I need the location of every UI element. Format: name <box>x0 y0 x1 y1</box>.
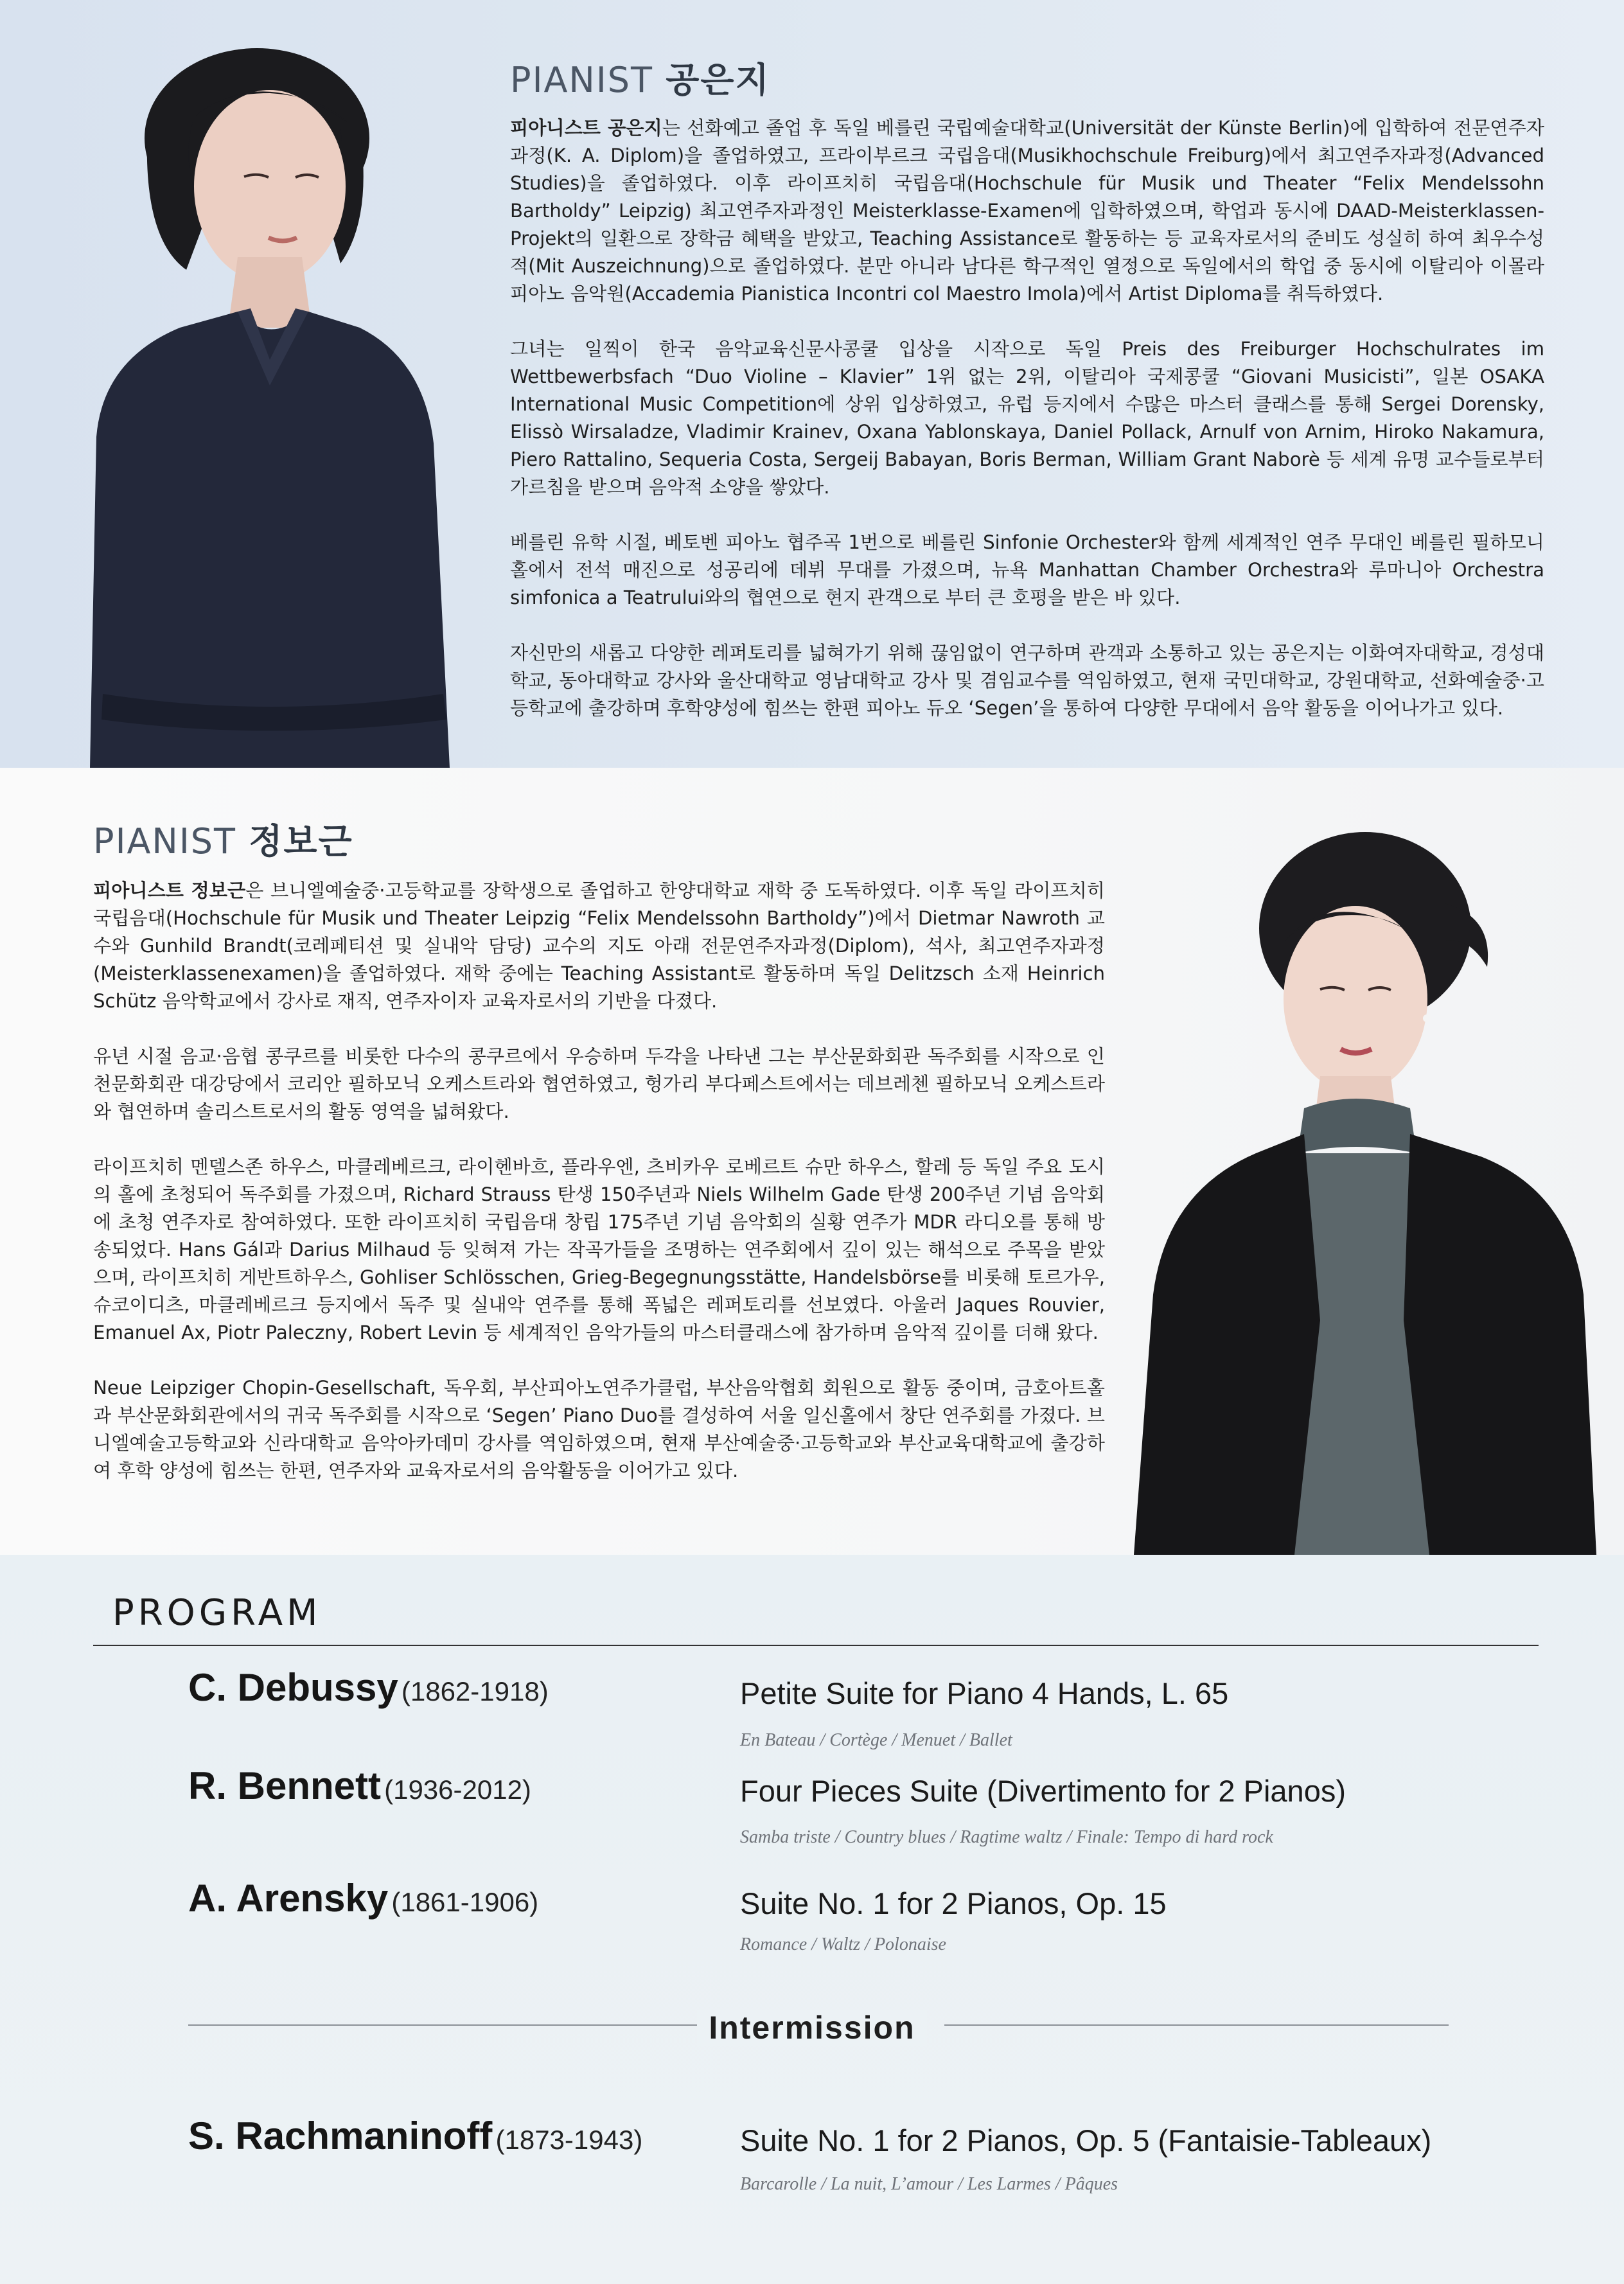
pianist2-bio <box>93 877 1105 1512</box>
composer-dates: (1873-1943) <box>495 2125 643 2155</box>
composer <box>188 1876 538 1920</box>
pianist1-section <box>0 0 1624 768</box>
bio-paragraph: 유년 시절 음교·음협 콩쿠르를 비롯한 다수의 콩쿠르에서 우승하며 두각을 나타낸 그는 부산문화회관 독주회를 시작으로 인천문화회관 대강당에서 코리안 필하모닉 오케스트라와 협연하였고, 헝가리 부다페스트에서는 데브레첸 필하모닉 오케스트라와 협연하며 솔리스트로서의 활동 영역을 넓혀왔다. <box>93 1045 1105 1122</box>
pianist2-photo <box>1108 806 1624 1555</box>
bio-paragraph <box>510 114 1544 308</box>
pianist1-photo <box>64 26 475 768</box>
bio-lead: 피아니스트 정보근 <box>93 880 246 901</box>
bio-lead: 피아니스트 공은지 <box>510 117 662 139</box>
pianist2-name: 정보근 <box>249 821 353 862</box>
pianist1-role: PIANIST <box>510 60 654 100</box>
bio-paragraph: Neue Leipziger Chopin-Gesellschaft, 독우회, 부산피아노연주가클럽, 부산음악협회 회원으로 활동 중이며, 금호아트홀과 부산문화회관에서의 귀국 독주회를 시작으로 ‘Segen’ Piano Duo를 결성하여 서울 일신홀에서 창단 연주회를 가졌다. 브니엘예술고등학교와 신라대학교 음악아카데미 강사를 역임하였으며, 현재 부산예술중·고등학교와 부산교육대학교에 출강하여 후학 양성에 힘쓰는 한편, 연주자와 교육자로서의 음악활동을 이어가고 있다. <box>93 1377 1105 1482</box>
composer-dates: (1861-1906) <box>391 1887 539 1917</box>
work-title: Four Pieces Suite (Divertimento for 2 Pianos) <box>740 1774 1346 1808</box>
bio-text: 은 브니엘예술중·고등학교를 장학생으로 졸업하고 한양대학교 재학 중 도독하였다. 이후 독일 라이프치히 국립음대(Hochschule für Musik und Theater Leipzig “Felix Mendelssohn Bartholdy”)에서 Dietmar Nawroth 교수와 Gunhild Brandt(코레페티션 및 실내악 담당) 교수의 지도 아래 전문연주자과정(Diplom), 석사, 최고연주자과정(Meisterklassenexamen)을 졸업하였다. 재학 중에는 Teaching Assistant로 활동하며 독일 Delitzsch 소재 Heinrich Schütz 음악학교에서 강사로 재직, 연주자이자 교육자로서의 기반을 다졌다. <box>93 880 1105 1012</box>
movements: Samba triste / Country blues / Ragtime waltz / Finale: Tempo di hard rock <box>740 1827 1273 1847</box>
composer <box>188 1665 549 1710</box>
bio-paragraph <box>93 877 1105 1015</box>
pianist2-role: PIANIST <box>93 821 237 862</box>
bio-text: 는 선화예고 졸업 후 독일 베를린 국립예술대학교(Universität der Künste Berlin)에 입학하여 전문연주자과정(K. A. Diplom)을 졸업하였고, 프라이부르크 국립음대(Musikhochschule Freiburg)에서 최고연주자과정(Advanced Studies)을 졸업하였다. 이후 라이프치히 국립음대(Hochschule für Musik und Theater “Felix Mendelssohn Bartholdy” Leipzig) 최고연주자과정인 Meisterklasse-Examen에 입학하였으며, 학업과 동시에 DAAD-Meisterklassen-Projekt의 일환으로 장학금 혜택을 받았고, Teaching Assistance로 활동하는 등 교육자로서의 준비도 성실히 하여 최우수성적(Mit Auszeichnung)으로 졸업하였다. 분만 아니라 남다른 학구적인 열정으로 독일에서의 학업 중 동시에 이탈리아 이몰라 피아노 음악원(Accademia Pianistica Incontri col Maestro Imola)에서 Artist Diploma를 취득하였다. <box>510 117 1544 305</box>
pianist2-section <box>0 768 1624 1555</box>
composer <box>188 2114 642 2158</box>
composer-name: A. Arensky <box>188 1877 389 1920</box>
pianist1-name: 공은지 <box>666 60 770 100</box>
pianist1-title <box>510 53 770 102</box>
pianist1-bio <box>510 114 1544 750</box>
composer-name: S. Rachmaninoff <box>188 2114 493 2157</box>
intermission-label <box>0 2009 1624 2046</box>
composer-dates: (1936-2012) <box>384 1775 531 1805</box>
intermission-text: Intermission <box>697 2010 926 2046</box>
work-title: Petite Suite for Piano 4 Hands, L. 65 <box>740 1676 1229 1710</box>
movements: Romance / Waltz / Polonaise <box>740 1934 946 1954</box>
pianist2-title <box>93 814 353 863</box>
work-title: Suite No. 1 for 2 Pianos, Op. 15 <box>740 1886 1167 1920</box>
movements: Barcarolle / La nuit, L’amour / Les Larmes / Pâques <box>740 2174 1118 2194</box>
bio-paragraph: 라이프치히 멘델스존 하우스, 마클레베르크, 라이헨바흐, 플라우엔, 츠비카우 로베르트 슈만 하우스, 할레 등 독일 주요 도시의 홀에 초청되어 독주회를 가졌으며, Richard Strauss 탄생 150주년과 Niels Wilhelm Gade 탄생 200주년 기념 음악회에 초청 연주자로 참여하였다. 또한 라이프치히 국립음대 창립 175주년 기념 음악회의 실황 연주가 MDR 라디오를 통해 방송되었다. Hans Gál과 Darius Milhaud 등 잊혀져 가는 작곡가들을 조명하는 연주회에서 깊이 있는 해석으로 주목을 받았으며, 라이프치히 게반트하우스, Gohliser Schlösschen, Grieg-Begegnungsstätte, Handelsbörse를 비롯해 토르가우, 슈코이디츠, 마클레베르크 등지에서 독주 및 실내악 연주를 통해 폭넓은 레퍼토리를 선보였다. 아울러 Jaques Rouvier, Emanuel Ax, Piotr Paleczny, Robert Levin 등 세계적인 음악가들의 마스터클래스에 참가하며 음악적 깊이를 더해 왔다. <box>93 1156 1105 1343</box>
bio-paragraph: 베를린 유학 시절, 베토벤 피아노 협주곡 1번으로 베를린 Sinfonie Orchester와 함께 세계적인 연주 무대인 베를린 필하모니홀에서 전석 매진으로 성공리에 데뷔 무대를 가졌으며, 뉴욕 Manhattan Chamber Orchestra와 루마니아 Orchestra simfonica a Teatrului와의 협연으로 현지 관객으로 부터 큰 호평을 받은 바 있다. <box>510 531 1544 608</box>
composer <box>188 1764 531 1808</box>
composer-dates: (1862-1918) <box>401 1676 549 1706</box>
work-title: Suite No. 1 for 2 Pianos, Op. 5 (Fantaisie-Tableaux) <box>740 2123 1432 2157</box>
program-divider <box>93 1645 1539 1646</box>
bio-paragraph: 자신만의 새롭고 다양한 레퍼토리를 넓혀가기 위해 끊임없이 연구하며 관객과 소통하고 있는 공은지는 이화여자대학교, 경성대학교, 동아대학교 강사와 울산대학교 영남대학교 강사 및 겸임교수를 역임하였고, 현재 국민대학교, 강원대학교, 선화예술중·고등학교에 출강하며 후학양성에 힘쓰는 한편 피아노 듀오 ‘Segen’을 통하여 다양한 무대에서 음악 활동을 이어나가고 있다. <box>510 642 1545 719</box>
bio-paragraph: 그녀는 일찍이 한국 음악교육신문사콩쿨 입상을 시작으로 독일 Preis des Freiburger Hochschulrates im Wettbewerbsfach “Duo Violine – Klavier” 1위 없는 2위, 이탈리아 국제콩쿨 “Giovani Musicisti”, 일본 OSAKA International Music Competition에 상위 입상하였고, 유럽 등지에서 수많은 마스터 클래스를 통해 Sergei Dorensky, Elissò Wirsaladze, Vladimir Krainev, Oxana Yablonskaya, Daniel Pollack, Arnulf von Arnim, Hiroko Nakamura, Piero Rattalino, Sequeria Costa, Sergeij Babayan, Boris Berman, William Grant Naborè 등 세계 유명 교수들로부터 가르침을 받으며 음악적 소양을 쌓았다. <box>510 338 1544 498</box>
program-heading: PROGRAM <box>112 1592 322 1634</box>
composer-name: C. Debussy <box>188 1666 398 1709</box>
movements: En Bateau / Cortège / Menuet / Ballet <box>740 1730 1012 1750</box>
composer-name: R. Bennett <box>188 1764 381 1807</box>
